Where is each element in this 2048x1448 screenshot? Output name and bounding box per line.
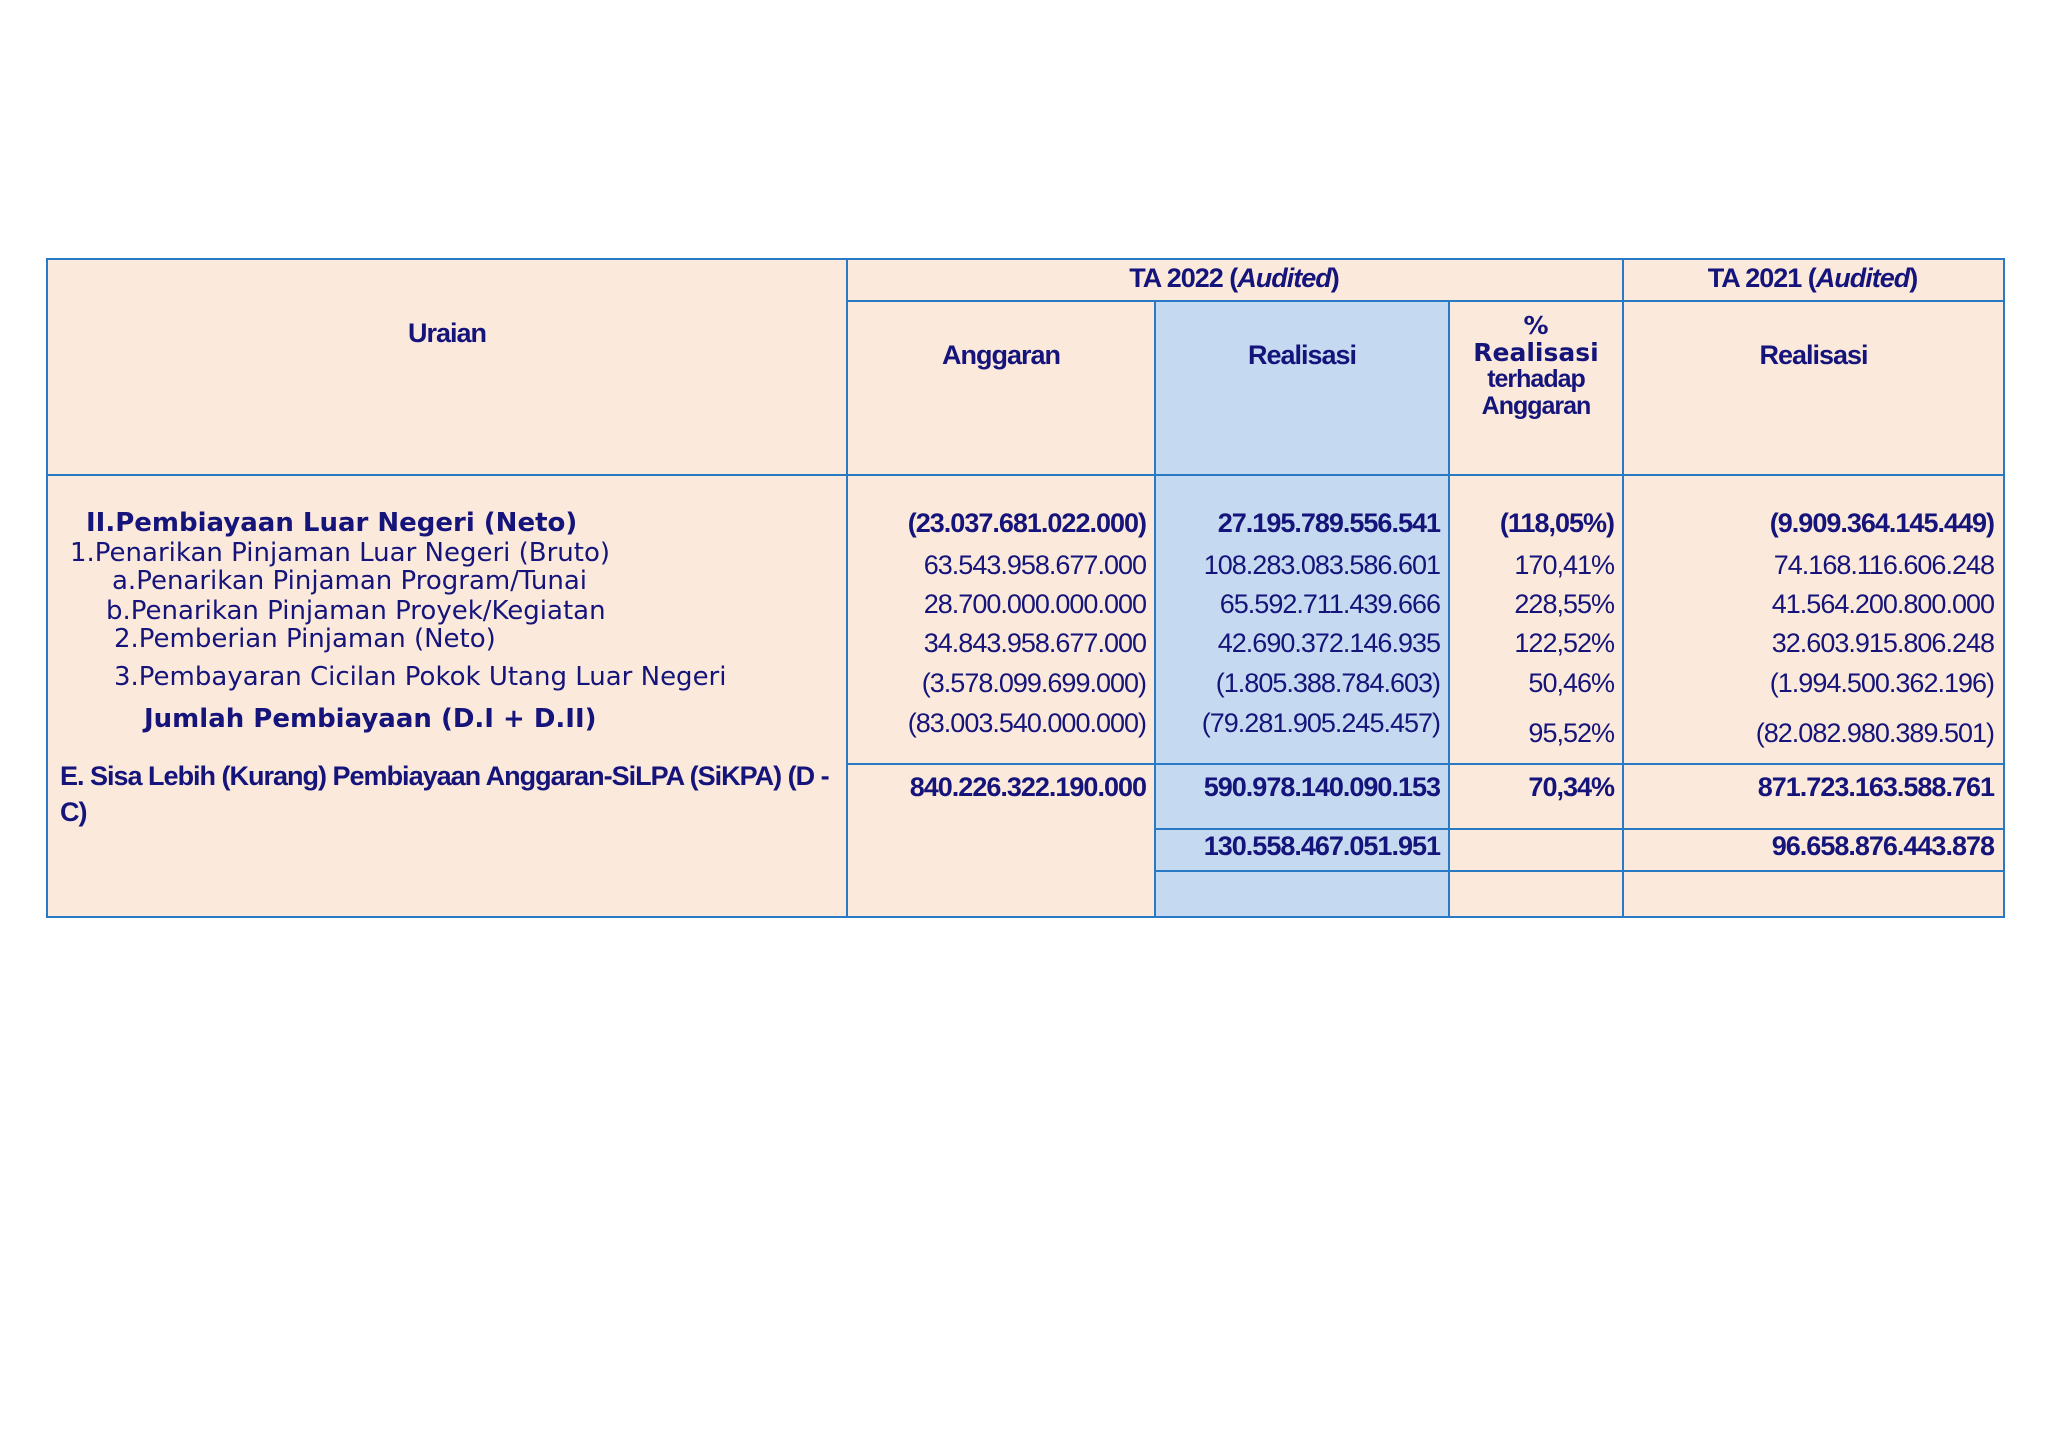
header-ta-2022 [846,263,1622,293]
cell-realisasi: 65.592.711.439.666 [1219,589,1440,619]
row-label-pemberian-pinjaman: 2.Pemberian Pinjaman (Neto) [114,624,496,654]
cell-realisasi-2021: 871.723.163.588.761 [1757,772,1994,802]
line-silpa-top [846,763,2003,765]
header-ta-2022-prefix: TA 2022 ( [1129,263,1238,293]
cell-realisasi-2021: (1.994.500.362.196) [1769,668,1994,698]
cell-persen: 170,41% [1514,550,1614,580]
cell-realisasi-2021: (9.909.364.145.449) [1769,508,1994,538]
cell-realisasi: 42.690.372.146.935 [1217,628,1440,658]
header-ta-2021-audited: Audited [1815,263,1910,293]
header-percent-line1: % [1523,311,1549,340]
cell-anggaran: 28.700.000.000.000 [923,589,1146,619]
cell-realisasi: 27.195.789.556.541 [1217,508,1440,538]
header-percent-line2: Realisasi [1473,338,1599,367]
header-anggaran: Anggaran [941,340,1060,370]
row-label-pembiayaan-luar-negeri: II.Pembiayaan Luar Negeri (Neto) [86,508,578,538]
header-ta-2021-suffix: ) [1909,263,1918,293]
cell-anggaran: (23.037.681.022.000) [907,508,1146,538]
cell-realisasi-2021: 74.168.116.606.248 [1773,550,1994,580]
cell-anggaran: 63.543.958.677.000 [923,550,1146,580]
header-ta-2021-prefix: TA 2021 ( [1707,263,1816,293]
cell-realisasi: 108.283.083.586.601 [1203,550,1440,580]
line-extra-top [1154,870,2003,872]
header-uraian: Uraian [407,318,487,348]
header-percent-realisasi [1450,312,1622,420]
cell-realisasi: 130.558.467.051.951 [1203,831,1440,861]
cell-realisasi-2021: 96.658.876.443.878 [1771,831,1994,861]
line-header-bottom [48,474,2003,476]
row-label-pinjaman-proyek: b.Penarikan Pinjaman Proyek/Kegiatan [106,596,606,626]
row-label-jumlah-pembiayaan: Jumlah Pembiayaan (D.I + D.II) [144,704,597,734]
cell-realisasi-2021: 41.564.200.800.000 [1771,589,1994,619]
cell-anggaran: 840.226.322.190.000 [909,772,1146,802]
header-realisasi-2022: Realisasi [1247,340,1357,370]
cell-anggaran: (3.578.099.699.000) [921,668,1146,698]
cell-persen: 70,34% [1528,772,1614,802]
header-ta-2021 [1622,263,2003,293]
header-percent-line4: Anggaran [1481,392,1591,420]
header-ta-2022-suffix: ) [1330,263,1339,293]
cell-realisasi: 590.978.140.090.153 [1203,772,1440,802]
cell-persen: 228,55% [1514,589,1614,619]
cell-realisasi: (1.805.388.784.603) [1215,668,1440,698]
row-label-sisa-lebih: E. Sisa Lebih (Kurang) Pembiayaan Anggaran-SiLPA (SiKPA) (D - C) [60,761,829,827]
row-label-pembayaran-cicilan: 3.Pembayaran Cicilan Pokok Utang Luar Negeri [114,662,727,692]
cell-realisasi-2021: 32.603.915.806.248 [1771,628,1994,658]
cell-persen: 122,52% [1514,628,1614,658]
header-percent-line3: terhadap [1487,365,1585,393]
row-label-penarikan-pinjaman-bruto: 1.Penarikan Pinjaman Luar Negeri (Bruto) [70,538,611,568]
cell-anggaran: 34.843.958.677.000 [923,628,1146,658]
budget-financing-table [46,258,2005,918]
cell-realisasi: (79.281.905.245.457) [1201,708,1440,738]
row-label-pinjaman-program: a.Penarikan Pinjaman Program/Tunai [112,566,588,596]
header-realisasi-2021: Realisasi [1759,340,1868,370]
cell-realisasi-2021: (82.082.980.389.501) [1755,718,1994,748]
line-header-sub [846,300,2003,302]
cell-persen: (118,05%) [1499,508,1614,538]
cell-persen: 95,52% [1528,718,1614,748]
cell-anggaran: (83.003.540.000.000) [907,708,1146,738]
cell-persen: 50,46% [1528,668,1614,698]
header-ta-2022-audited: Audited [1237,263,1331,293]
line-silpa-bottom [1154,828,2003,830]
